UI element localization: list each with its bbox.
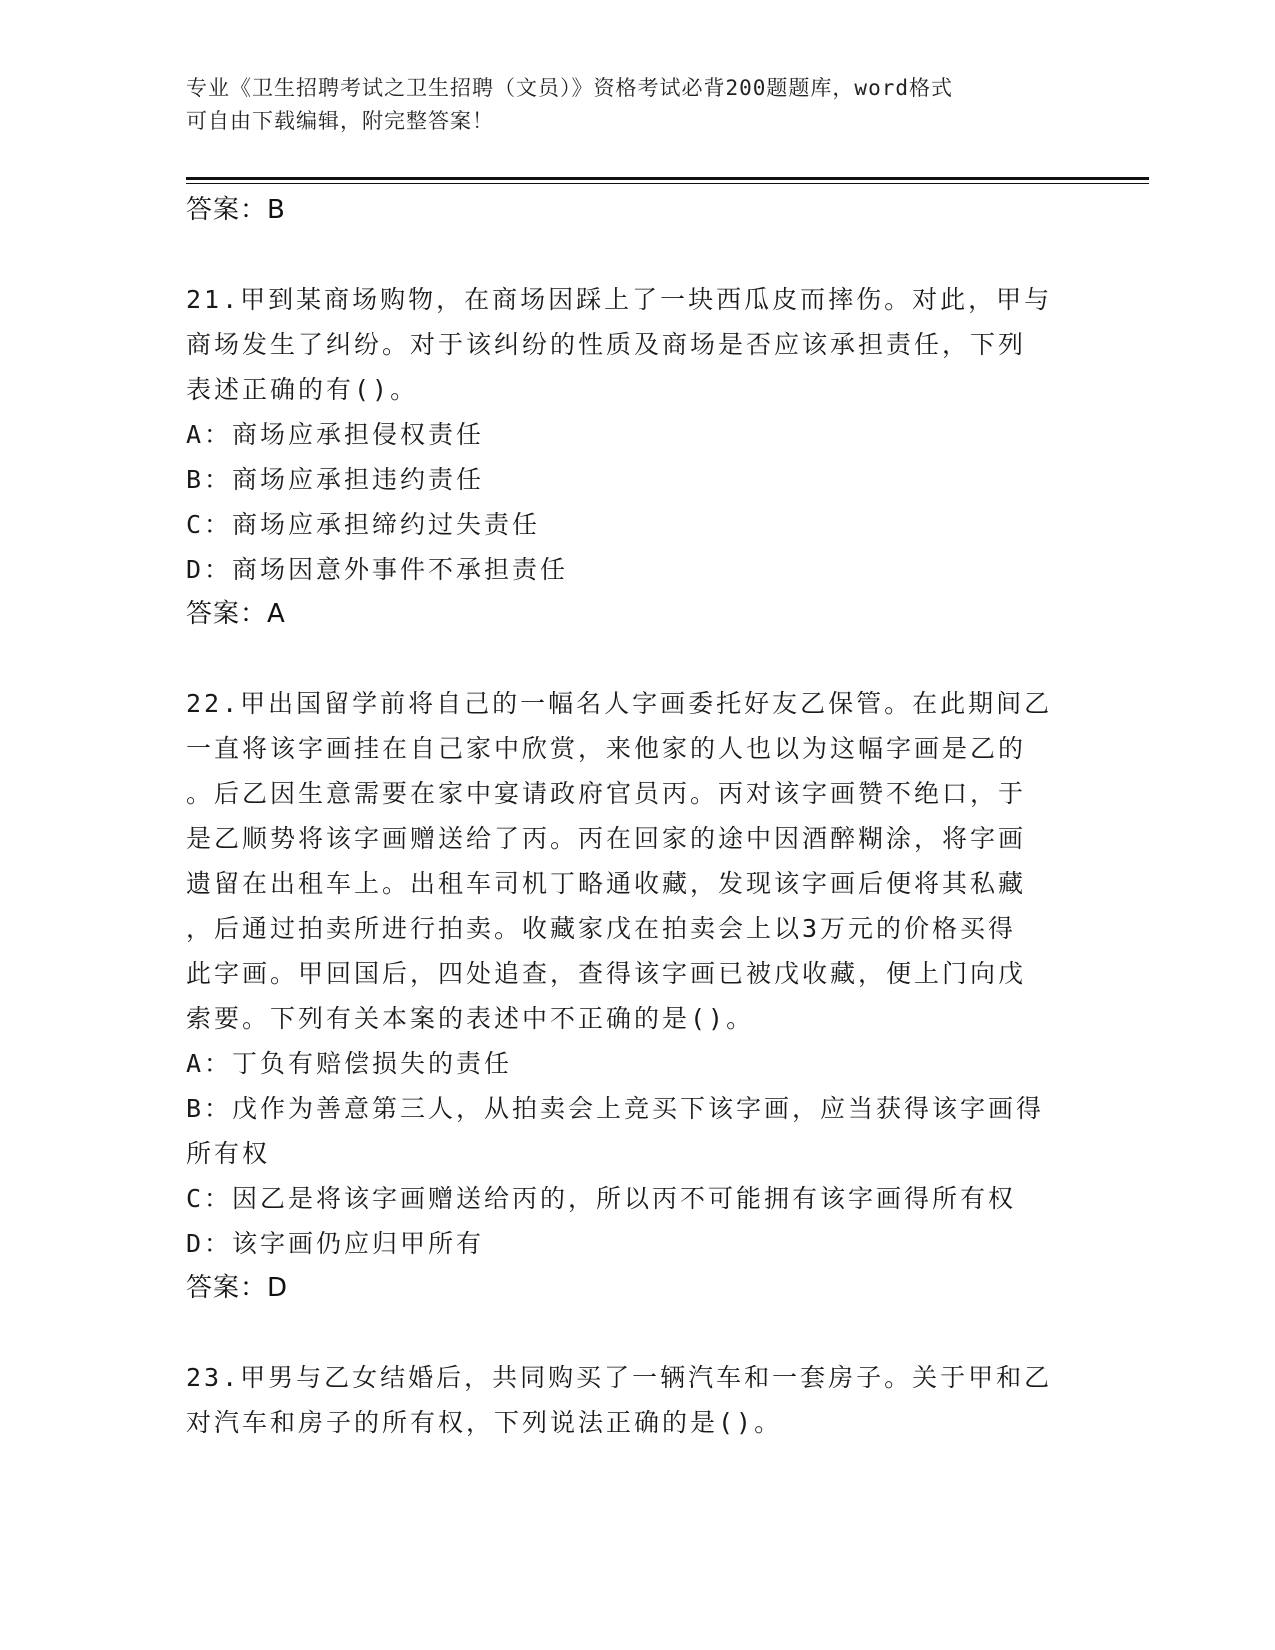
question-block bbox=[186, 681, 1086, 1311]
question-text-line: 索要。下列有关本案的表述中不正确的是()。 bbox=[186, 1004, 755, 1033]
option-c: C：商场应承担缔约过失责任 bbox=[186, 510, 541, 539]
question-text-line: 对汽车和房子的所有权，下列说法正确的是()。 bbox=[186, 1408, 783, 1437]
question-text-line: 22.甲出国留学前将自己的一幅名人字画委托好友乙保管。在此期间乙 bbox=[186, 689, 1053, 718]
document-body bbox=[186, 188, 1086, 1445]
answer-label: 答案：A bbox=[186, 599, 286, 629]
answer-label: 答案：B bbox=[186, 195, 286, 225]
option-b: B：商场应承担违约责任 bbox=[186, 465, 485, 494]
header-line-2: 可自由下载编辑，附完整答案！ bbox=[186, 109, 494, 133]
option-c: C：因乙是将该字画赠送给丙的，所以丙不可能拥有该字画得所有权 bbox=[186, 1184, 1017, 1213]
option-b-continued: 所有权 bbox=[186, 1139, 271, 1168]
question-text-line: 遗留在出租车上。出租车司机丁略通收藏，发现该字画后便将其私藏 bbox=[186, 869, 1027, 898]
option-d: D：商场因意外事件不承担责任 bbox=[186, 555, 569, 584]
question-text-line: 21.甲到某商场购物，在商场因踩上了一块西瓜皮而摔伤。对此，甲与 bbox=[186, 285, 1053, 314]
question-text-line: 。后乙因生意需要在家中宴请政府官员丙。丙对该字画赞不绝口，于 bbox=[186, 779, 1027, 808]
question-text-line: 表述正确的有()。 bbox=[186, 375, 419, 404]
option-a: A：商场应承担侵权责任 bbox=[186, 420, 485, 449]
spacer bbox=[186, 637, 1086, 681]
option-b: B：戊作为善意第三人，从拍卖会上竞买下该字画，应当获得该字画得 bbox=[186, 1094, 1045, 1123]
question-text-line: 一直将该字画挂在自己家中欣赏，来他家的人也以为这幅字画是乙的 bbox=[186, 734, 1027, 763]
question-text-line: ，后通过拍卖所进行拍卖。收藏家戊在拍卖会上以3万元的价格买得 bbox=[186, 914, 1017, 943]
question-text-line: 23.甲男与乙女结婚后，共同购买了一辆汽车和一套房子。关于甲和乙 bbox=[186, 1363, 1053, 1392]
question-text-line: 是乙顺势将该字画赠送给了丙。丙在回家的途中因酒醉糊涂，将字画 bbox=[186, 824, 1027, 853]
spacer bbox=[186, 1311, 1086, 1355]
question-text-line: 此字画。甲回国后，四处追查，查得该字画已被戊收藏，便上门向戊 bbox=[186, 959, 1027, 988]
question-block bbox=[186, 277, 1086, 637]
header-rule-thin bbox=[186, 183, 1149, 184]
header-rule-thick bbox=[186, 177, 1149, 180]
header-line-1: 专业《卫生招聘考试之卫生招聘（文员）》资格考试必背200题题库，word格式 bbox=[186, 76, 953, 100]
option-d: D：该字画仍应归甲所有 bbox=[186, 1229, 485, 1258]
document-header bbox=[186, 72, 1066, 138]
question-text-line: 商场发生了纠纷。对于该纠纷的性质及商场是否应该承担责任，下列 bbox=[186, 330, 1027, 359]
option-a: A：丁负有赔偿损失的责任 bbox=[186, 1049, 513, 1078]
spacer bbox=[186, 233, 1086, 277]
answer-label: 答案：D bbox=[186, 1273, 289, 1303]
question-block bbox=[186, 1355, 1086, 1445]
